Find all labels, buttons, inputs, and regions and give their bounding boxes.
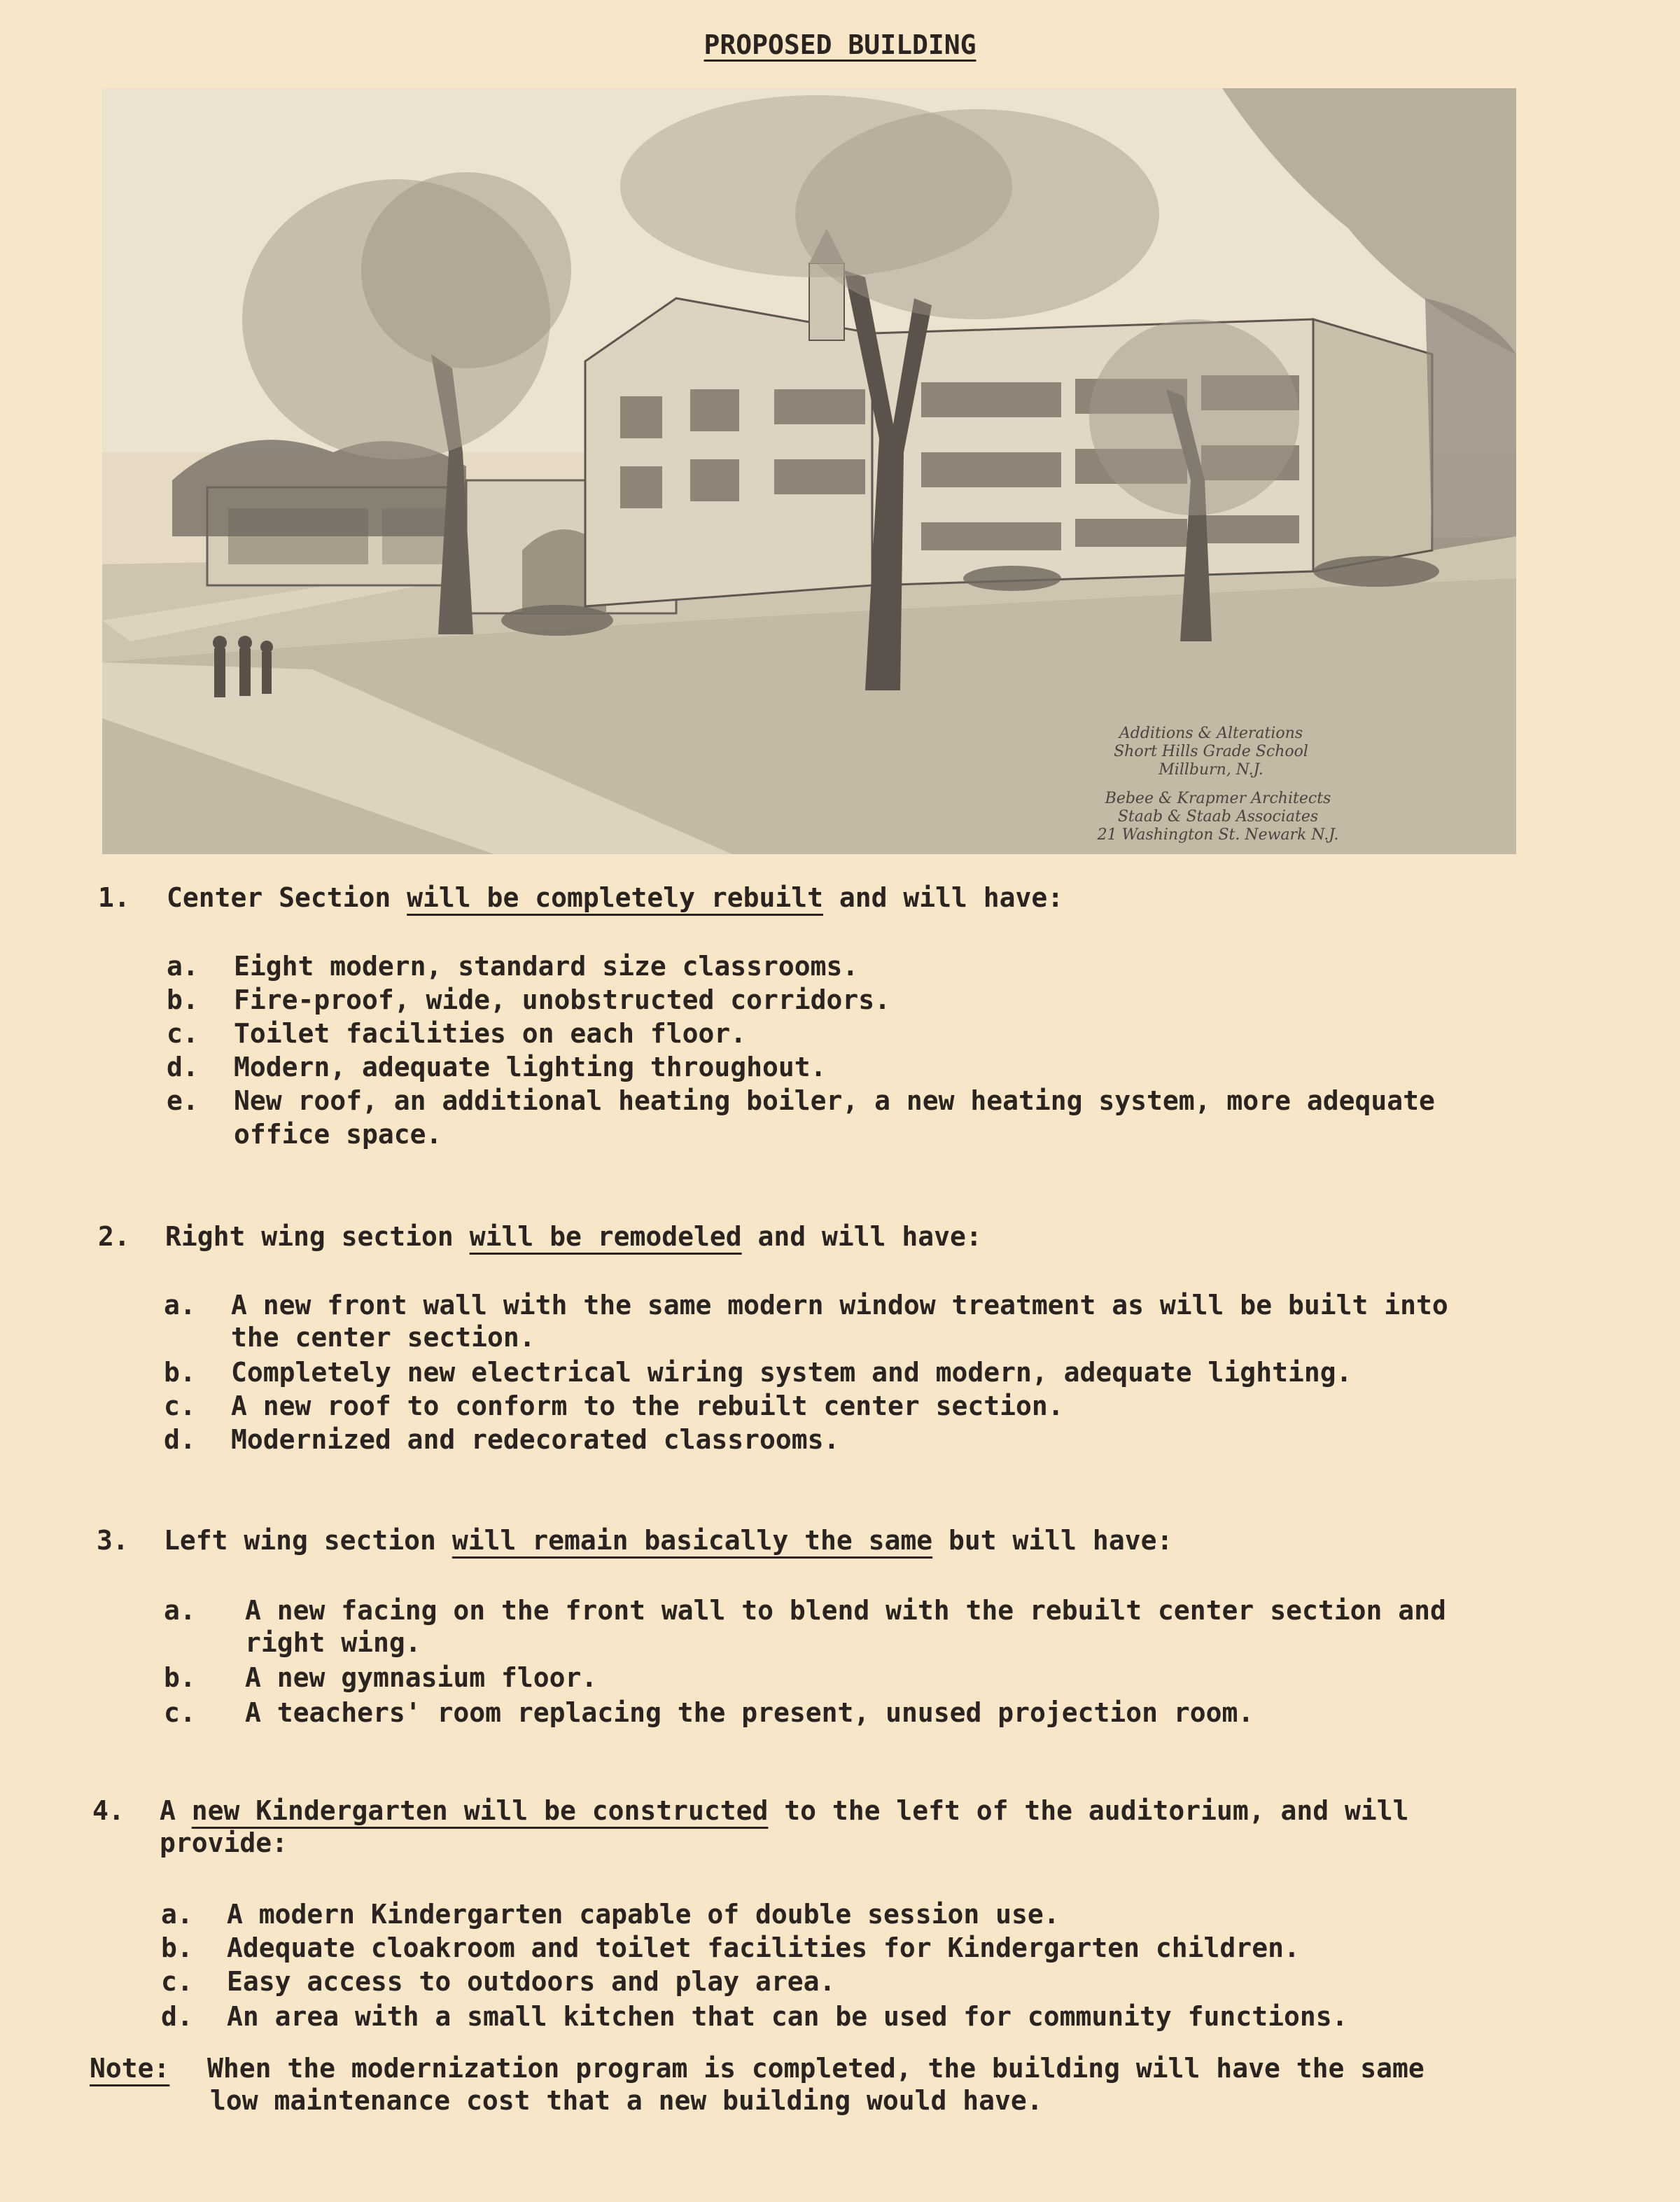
note-label: Note: <box>90 2053 170 2084</box>
caption-line: Additions & Alterations <box>1119 725 1303 742</box>
caption-line: 21 Washington St. Newark N.J. <box>1097 826 1339 844</box>
section-heading: Center Section will be completely rebuilt and will have: <box>167 882 1064 913</box>
note-text: When the modernization program is completed, the building will have the same <box>207 2053 1424 2084</box>
page-title: PROPOSED BUILDING <box>704 29 976 60</box>
caption-line: Staab & Staab Associates <box>1117 808 1319 825</box>
section-number: 4. <box>92 1795 125 1826</box>
section-heading: Right wing section will be remodeled and will have: <box>165 1221 982 1252</box>
section-heading: A new Kindergarten will be constructed to the left of the auditorium, and will <box>160 1795 1409 1826</box>
note-text: low maintenance cost that a new building would have. <box>210 2085 1043 2116</box>
caption-line: Bebee & Krapmer Architects <box>1105 790 1331 807</box>
section-number: 1. <box>98 882 130 913</box>
document-page: PROPOSED BUILDING Additions & Alterations Short Hills Grade School Millburn, N.J. Bebee & Krapmer Architects Staab & Staab Associates 21 Washington St. Newark N.J. 1. Center Section will be completely rebuilt and will have: a. Eight modern, standard size classrooms. b. Fire-proof, wide, unobstructed corridors. c. Toilet facilities on each floor. d. Modern, adequate lighting throughout. e. New roof, an additional heating boiler, a new heating system, more adequate office space. 2. Right wing section will be remodeled and will have: a. A new front wall with the same modern window treatment as will be built into the center section. b. Completely new electrical wiring system and modern, adequate lighting. c. A new roof to conform to the rebuilt center section. d. Modernized and redecorated classrooms. 3. Left wing section will remain basically the same but will have: a. A new facing on the front wall to blend with the rebuilt center section and right wing. b. A new gymnasium floor. c. A teachers' room replacing the present, unused projection room. 4. A new Kindergarten will be constructed to the left of the auditorium, and will provide: a. A modern Kindergarten capable of double session use. b. Adequate cloakroom and toilet facilities for Kindergarten children. c. Easy access to outdoors and play area. d. An area with a small kitchen that can be used for community functions. Note: When the modernization program is completed, the building will have the same low maintenance cost that a new building would have. <box>0 0 1680 2202</box>
caption-line: Millburn, N.J. <box>1158 761 1264 779</box>
caption-line: Short Hills Grade School <box>1114 743 1308 760</box>
section-heading: Left wing section will remain basically the same but will have: <box>164 1525 1173 1556</box>
drawing-caption-credits <box>1036 790 1400 844</box>
section-number: 2. <box>98 1221 130 1252</box>
drawing-caption-title <box>1029 725 1393 779</box>
section-number: 3. <box>97 1525 129 1556</box>
